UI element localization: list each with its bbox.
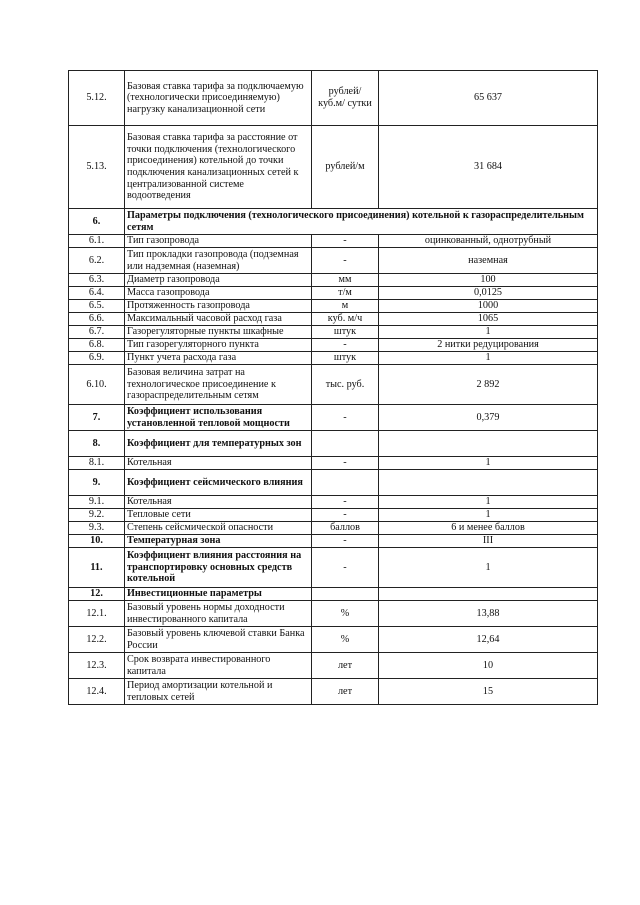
row-number: 12.2. <box>69 627 125 653</box>
section-title: Параметры подключения (технологического присоединения) котельной к газораспределительным сетям <box>125 209 598 235</box>
row-number: 11. <box>69 548 125 588</box>
table-row <box>69 326 598 339</box>
parameter-name: Степень сейсмической опасности <box>125 522 312 535</box>
section-title: Коэффициент влияния расстояния на транспортировку основных средств котельной <box>125 548 312 588</box>
value-cell: 12,64 <box>379 627 598 653</box>
value-cell: 1 <box>379 352 598 365</box>
table-row <box>69 126 598 209</box>
value-cell: наземная <box>379 248 598 274</box>
value-cell: 1000 <box>379 300 598 313</box>
row-number: 9.3. <box>69 522 125 535</box>
section-title: Инвестиционные параметры <box>125 588 312 601</box>
row-number: 8.1. <box>69 457 125 470</box>
table-row <box>69 71 598 126</box>
parameters-table <box>68 70 598 705</box>
table-row <box>69 509 598 522</box>
table-row <box>69 235 598 248</box>
value-cell: 1 <box>379 548 598 588</box>
unit-cell <box>312 470 379 496</box>
parameter-name: Протяженность газопровода <box>125 300 312 313</box>
value-cell: 1 <box>379 326 598 339</box>
row-number: 12.3. <box>69 653 125 679</box>
unit-cell: - <box>312 235 379 248</box>
value-cell: 2 нитки редуцирования <box>379 339 598 352</box>
row-number: 9.2. <box>69 509 125 522</box>
row-number: 6.1. <box>69 235 125 248</box>
row-number: 5.13. <box>69 126 125 209</box>
parameter-name: Базовая ставка тарифа за расстояние от точки подключения (технологического присоединения) котельной до точки подключения канализационных сетей к централизованной системе водоотведения <box>125 126 312 209</box>
row-number: 6.8. <box>69 339 125 352</box>
table-row <box>69 405 598 431</box>
value-cell: 31 684 <box>379 126 598 209</box>
table-row <box>69 287 598 300</box>
value-cell: 6 и менее баллов <box>379 522 598 535</box>
value-cell <box>379 431 598 457</box>
parameter-name: Тип газопровода <box>125 235 312 248</box>
row-number: 5.12. <box>69 71 125 126</box>
value-cell: 0,379 <box>379 405 598 431</box>
value-cell: оцинкованный, однотрубный <box>379 235 598 248</box>
row-number: 6.6. <box>69 313 125 326</box>
value-cell: 1065 <box>379 313 598 326</box>
unit-cell: % <box>312 627 379 653</box>
parameter-name: Срок возврата инвестированного капитала <box>125 653 312 679</box>
value-cell <box>379 470 598 496</box>
row-number: 6.2. <box>69 248 125 274</box>
parameter-name: Диаметр газопровода <box>125 274 312 287</box>
unit-cell: - <box>312 535 379 548</box>
parameter-name: Котельная <box>125 496 312 509</box>
table-row <box>69 365 598 405</box>
unit-cell: штук <box>312 326 379 339</box>
value-cell: 1 <box>379 496 598 509</box>
unit-cell: рублей/м <box>312 126 379 209</box>
table-row <box>69 522 598 535</box>
table-row <box>69 339 598 352</box>
value-cell: 13,88 <box>379 601 598 627</box>
unit-cell: т/м <box>312 287 379 300</box>
table-row <box>69 548 598 588</box>
unit-cell: - <box>312 457 379 470</box>
table-row <box>69 209 598 235</box>
parameter-name: Котельная <box>125 457 312 470</box>
table-row <box>69 352 598 365</box>
table-row <box>69 601 598 627</box>
parameter-name: Газорегуляторные пункты шкафные <box>125 326 312 339</box>
parameter-name: Максимальный часовой расход газа <box>125 313 312 326</box>
parameter-name: Тепловые сети <box>125 509 312 522</box>
section-title: Коэффициент использования установленной тепловой мощности <box>125 405 312 431</box>
row-number: 12.4. <box>69 679 125 705</box>
parameter-name: Период амортизации котельной и тепловых сетей <box>125 679 312 705</box>
value-cell: 2 892 <box>379 365 598 405</box>
unit-cell: лет <box>312 679 379 705</box>
row-number: 8. <box>69 431 125 457</box>
parameter-name: Базовая ставка тарифа за подключаемую (технологически присоединяемую) нагрузку канализационной сети <box>125 71 312 126</box>
parameters-table-body <box>69 71 598 705</box>
section-title: Температурная зона <box>125 535 312 548</box>
table-row <box>69 653 598 679</box>
unit-cell: лет <box>312 653 379 679</box>
value-cell: III <box>379 535 598 548</box>
unit-cell <box>312 431 379 457</box>
row-number: 9.1. <box>69 496 125 509</box>
table-row <box>69 679 598 705</box>
unit-cell: куб. м/ч <box>312 313 379 326</box>
unit-cell: - <box>312 339 379 352</box>
value-cell: 65 637 <box>379 71 598 126</box>
parameter-name: Базовая величина затрат на технологическое присоединение к газораспределительным сетям <box>125 365 312 405</box>
table-row <box>69 470 598 496</box>
row-number: 6.3. <box>69 274 125 287</box>
table-row <box>69 274 598 287</box>
row-number: 12. <box>69 588 125 601</box>
table-row <box>69 431 598 457</box>
parameter-name: Тип прокладки газопровода (подземная или надземная (наземная) <box>125 248 312 274</box>
unit-cell: % <box>312 601 379 627</box>
parameter-name: Тип газорегуляторного пункта <box>125 339 312 352</box>
row-number: 6.4. <box>69 287 125 300</box>
parameter-name: Базовый уровень нормы доходности инвестированного капитала <box>125 601 312 627</box>
table-row <box>69 535 598 548</box>
parameter-name: Пункт учета расхода газа <box>125 352 312 365</box>
row-number: 6.7. <box>69 326 125 339</box>
unit-cell: - <box>312 548 379 588</box>
table-row <box>69 248 598 274</box>
unit-cell: - <box>312 496 379 509</box>
unit-cell: баллов <box>312 522 379 535</box>
parameter-name: Масса газопровода <box>125 287 312 300</box>
unit-cell: тыс. руб. <box>312 365 379 405</box>
row-number: 12.1. <box>69 601 125 627</box>
section-title: Коэффициент для температурных зон <box>125 431 312 457</box>
row-number: 7. <box>69 405 125 431</box>
unit-cell: мм <box>312 274 379 287</box>
table-row <box>69 627 598 653</box>
table-row <box>69 300 598 313</box>
unit-cell: - <box>312 405 379 431</box>
value-cell <box>379 588 598 601</box>
value-cell: 100 <box>379 274 598 287</box>
unit-cell: рублей/ куб.м/ сутки <box>312 71 379 126</box>
unit-cell: штук <box>312 352 379 365</box>
row-number: 6. <box>69 209 125 235</box>
table-row <box>69 588 598 601</box>
unit-cell: - <box>312 248 379 274</box>
value-cell: 10 <box>379 653 598 679</box>
row-number: 6.9. <box>69 352 125 365</box>
parameter-name: Базовый уровень ключевой ставки Банка России <box>125 627 312 653</box>
row-number: 9. <box>69 470 125 496</box>
section-title: Коэффициент сейсмического влияния <box>125 470 312 496</box>
value-cell: 1 <box>379 509 598 522</box>
value-cell: 1 <box>379 457 598 470</box>
value-cell: 15 <box>379 679 598 705</box>
table-row <box>69 313 598 326</box>
value-cell: 0,0125 <box>379 287 598 300</box>
table-row <box>69 496 598 509</box>
unit-cell: - <box>312 509 379 522</box>
row-number: 10. <box>69 535 125 548</box>
row-number: 6.10. <box>69 365 125 405</box>
unit-cell <box>312 588 379 601</box>
table-row <box>69 457 598 470</box>
unit-cell: м <box>312 300 379 313</box>
row-number: 6.5. <box>69 300 125 313</box>
